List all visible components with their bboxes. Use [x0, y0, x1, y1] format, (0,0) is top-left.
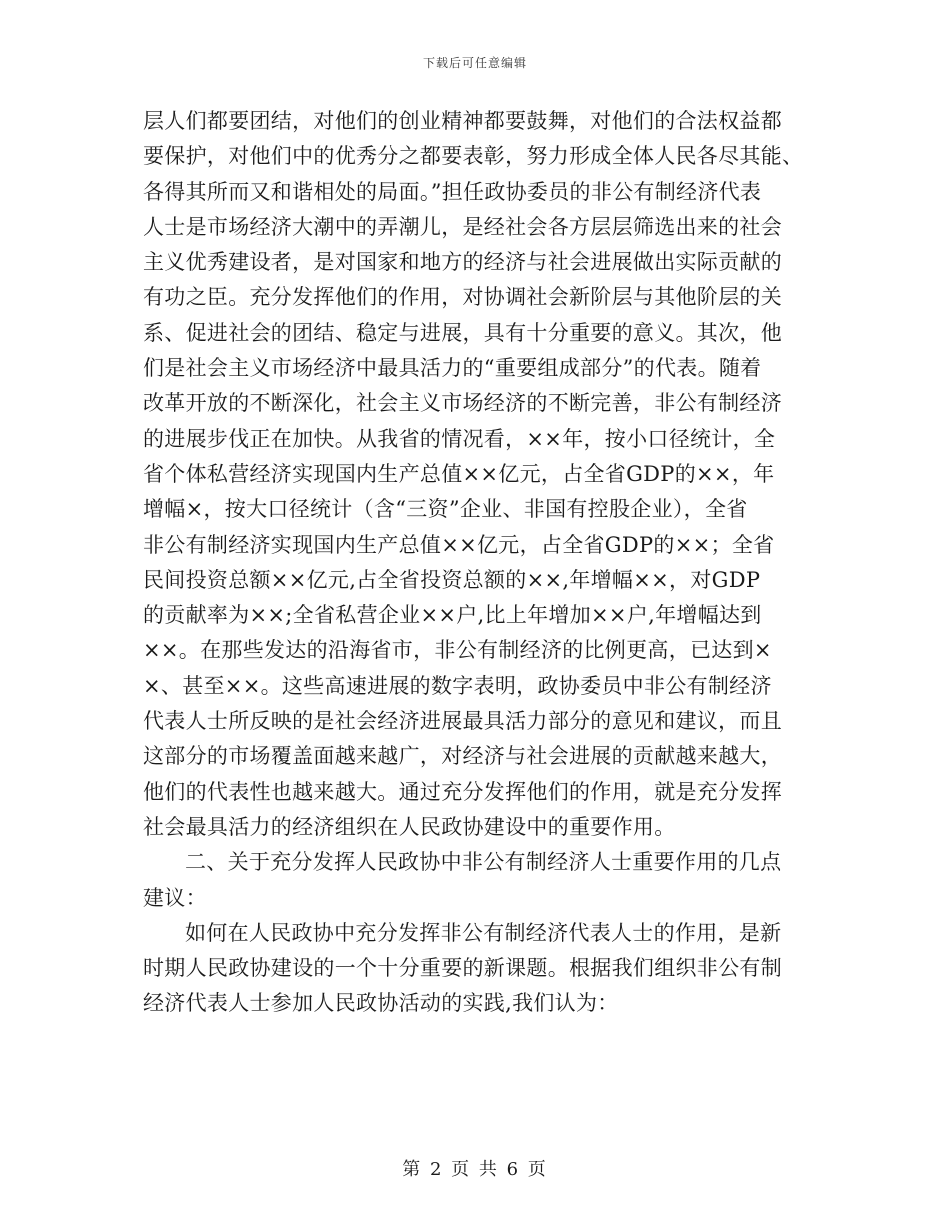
text-line: 时期人民政协建设的一个十分重要的新课题。根据我们组织非公有制 — [143, 956, 782, 981]
text-line: 社会最具活力的经济组织在人民政协建设中的重要作用。 — [143, 814, 676, 839]
text-line: 有功之臣。充分发挥他们的作用，对协调社会新阶层与其他阶层的关 — [143, 285, 782, 310]
text-line: 经济代表人士参加人民政协活动的实践,我们认为： — [143, 991, 619, 1016]
text-line: ×、甚至××。这些高速进展的数字表明，政协委员中非公有制经济 — [143, 673, 772, 698]
text-line: 非公有制经济实现国内生产总值××亿元，占全省GDP的××；全省 — [143, 532, 775, 557]
text-line: 他们的代表性也越来越大。通过充分发挥他们的作用，就是充分发挥 — [143, 779, 782, 804]
text-line: 增幅×，按大口径统计（含“三资”企业、非国有控股企业），全省 — [143, 497, 748, 522]
text-line: 要保护，对他们中的优秀分之都要表彰，努力形成全体人民各尽其能、 — [143, 144, 804, 169]
text-line: 系、促进社会的团结、稳定与进展，具有十分重要的意义。其次，他 — [143, 320, 782, 345]
page-header-note: 下载后可任意编辑 — [422, 56, 527, 70]
text-line: 民间投资总额××亿元,占全省投资总额的××,年增幅××，对GDP — [143, 567, 761, 592]
page-number: 第 2 页 共 6 页 — [402, 1159, 548, 1180]
document-body — [143, 104, 809, 1022]
text-line: 各得其所而又和谐相处的局面。”担任政协委员的非公有制经济代表 — [143, 179, 762, 204]
text-line: 层人们都要团结，对他们的创业精神都要鼓舞，对他们的合法权益都 — [143, 109, 782, 133]
text-line: 的贡献率为××;全省私营企业××户,比上年增加××户,年增幅达到 — [143, 603, 762, 628]
section-heading-line: 二、关于充分发挥人民政协中非公有制经济人士重要作用的几点 — [185, 850, 782, 875]
section-heading-line: 建议： — [143, 885, 207, 910]
text-line: ××。在那些发达的沿海省市，非公有制经济的比例更高，已达到× — [143, 638, 772, 663]
text-line: 的进展步伐正在加快。从我省的情况看，××年，按小口径统计，全 — [143, 426, 776, 451]
text-line: 代表人士所反映的是社会经济进展最具活力部分的意见和建议，而且 — [143, 709, 782, 734]
text-line: 省个体私营经济实现国内生产总值××亿元，占全省GDP的××，年 — [143, 461, 775, 486]
text-line: 人士是市场经济大潮中的弄潮儿，是经社会各方层层筛选出来的社会 — [143, 214, 782, 239]
text-line: 如何在人民政协中充分发挥非公有制经济代表人士的作用，是新 — [185, 920, 782, 945]
text-line: 改革开放的不断深化，社会主义市场经济的不断完善，非公有制经济 — [143, 391, 782, 416]
text-line: 们是社会主义市场经济中最具活力的“重要组成部分”的代表。随着 — [143, 356, 762, 381]
text-line: 这部分的市场覆盖面越来越广，对经济与社会进展的贡献越来越大， — [143, 744, 782, 769]
text-line: 主义优秀建设者，是对国家和地方的经济与社会进展做出实际贡献的 — [143, 250, 782, 275]
